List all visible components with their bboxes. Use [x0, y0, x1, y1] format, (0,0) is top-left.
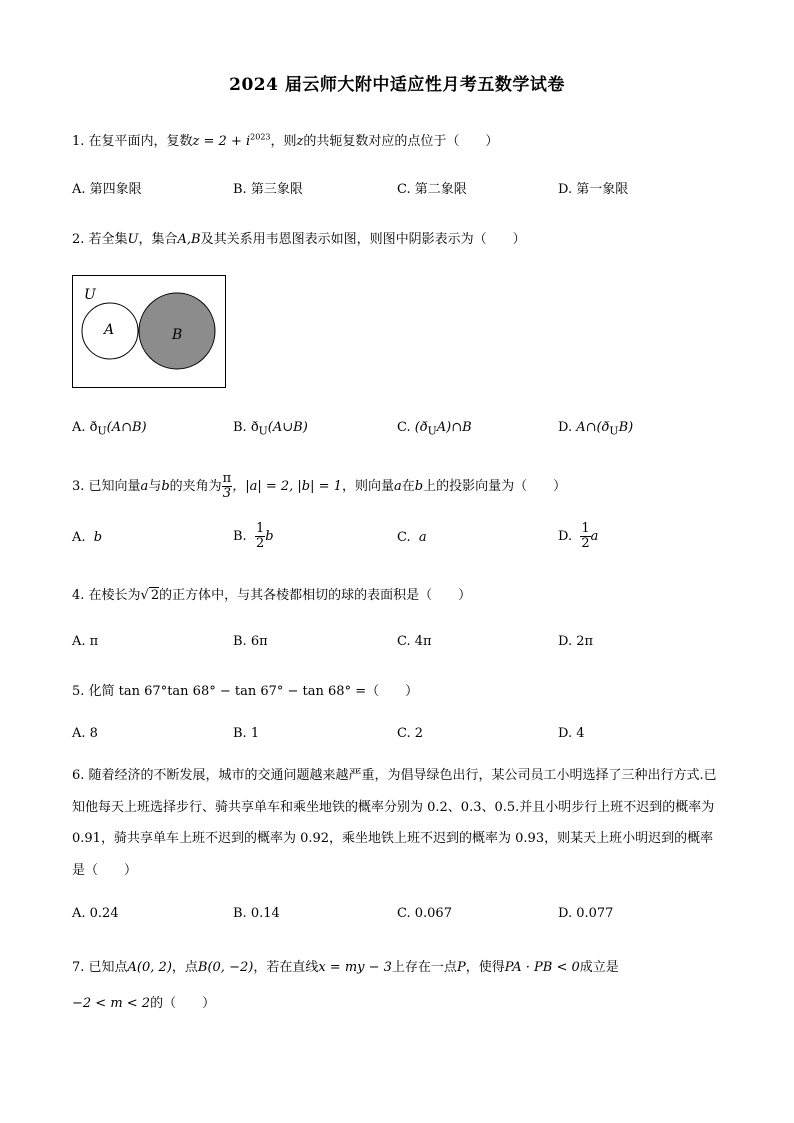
q3-option-d[interactable] — [558, 522, 598, 551]
q4-text: 4. 在棱长为 — [72, 588, 141, 603]
q2-text-3: 及其关系用韦恩图表示如图，则图中阴影表示为（ ） — [200, 232, 526, 247]
q7-text-4: 上存在一点 — [391, 960, 457, 975]
q3-option-b-val: b — [265, 529, 274, 544]
q4-option-c[interactable]: C. 4π — [397, 634, 432, 649]
q3-condition: ，|a| = 2, |b| = 1 — [232, 479, 342, 494]
q7-point-a: A(0, 2) — [127, 960, 172, 975]
question-3 — [72, 472, 566, 501]
q1-text-3: 的共轭复数对应的点位于（ ） — [303, 134, 499, 149]
q1-option-b[interactable]: B. 第三象限 — [233, 182, 303, 197]
q2-option-d-sub: U — [609, 424, 619, 438]
q2-option-d-expr: A∩(ð — [576, 420, 610, 435]
q3-option-b[interactable] — [233, 522, 274, 551]
q2-option-d[interactable] — [558, 420, 633, 438]
q7-text-3: ，若在直线 — [253, 960, 319, 975]
venn-label-b: B — [172, 327, 183, 343]
venn-label-u: U — [84, 287, 96, 303]
q7-text-6: 成立是 — [579, 960, 619, 975]
q3-option-d-label: D. — [558, 529, 573, 544]
question-1 — [72, 130, 498, 149]
q2-option-d-label: D. — [558, 420, 577, 435]
q2-text-2: ，集合 — [138, 232, 178, 247]
venn-diagram — [72, 275, 226, 389]
q4-option-d[interactable]: D. 2π — [558, 634, 594, 649]
q3-a: a — [140, 479, 149, 494]
q2-ab: A,B — [177, 232, 201, 247]
q7-dot-product: PA · PB < 0 — [504, 960, 580, 975]
q1-exponent: 2023 — [250, 132, 271, 142]
q3-text-3: ，则向量 — [341, 479, 394, 494]
q3-b: b — [161, 479, 170, 494]
q3-three: 3 — [222, 486, 232, 501]
q2-option-b-expr: (A∪B) — [267, 420, 308, 435]
q3-option-b-frac — [255, 522, 265, 551]
q1-text-2: ，则 — [270, 134, 297, 149]
q3-option-c-label: C. — [397, 530, 411, 545]
q7-text: 7. 已知点 — [72, 960, 128, 975]
question-4: 4. 在棱长为√ 2的正方体中，与其各棱都相切的球的表面积是（ ） — [72, 588, 472, 603]
q7-point-p: P — [456, 960, 466, 975]
q3-text-4: 上的投影向量为（ ） — [423, 479, 567, 494]
question-7-line-2 — [72, 992, 215, 1011]
q4-text-2: 的正方体中，与其各棱都相切的球的表面积是（ ） — [159, 588, 472, 603]
q7-text-2: ，点 — [171, 960, 198, 975]
q3-option-a[interactable] — [72, 530, 102, 545]
q3-pi: π — [222, 471, 232, 486]
q2-option-b-label: B. ð — [233, 420, 259, 435]
q3-text: 3. 已知向量 — [72, 479, 141, 494]
q2-option-b-sub: U — [258, 424, 268, 438]
q1-option-c[interactable]: C. 第二象限 — [397, 182, 467, 197]
q3-angle-fraction — [222, 472, 233, 501]
q2-option-c-expr: (ð — [414, 420, 428, 435]
q2-option-a[interactable] — [72, 420, 147, 438]
q7-line-eq: x = my − 3 — [318, 960, 392, 975]
question-2 — [72, 228, 526, 247]
q2-option-a-sub: U — [97, 424, 107, 438]
q2-option-d-tail: B) — [618, 420, 634, 435]
q3-option-b-label: B. — [233, 529, 247, 544]
q2-u: U — [127, 232, 139, 247]
question-5: 5. 化简 tan 67°tan 68° − tan 67° − tan 68° =（ ） — [72, 684, 419, 699]
q3-option-c-val: a — [418, 530, 427, 545]
venn-label-a: A — [104, 322, 115, 338]
q3-a-2: a — [393, 479, 402, 494]
q3-option-d-num: 1 — [581, 521, 590, 536]
q6-option-b[interactable]: B. 0.14 — [233, 906, 280, 921]
q7-point-b: B(0, −2) — [197, 960, 254, 975]
q2-option-c-tail: A)∩B — [436, 420, 472, 435]
q5-option-a[interactable]: A. 8 — [72, 726, 98, 741]
q4-sqrt-value: 2 — [150, 588, 160, 603]
q5-option-d[interactable]: D. 4 — [558, 726, 585, 741]
q3-option-b-den: 2 — [255, 536, 265, 551]
q3-option-a-val: b — [93, 530, 103, 545]
q2-option-a-label: A. ð — [72, 420, 98, 435]
q6-option-a[interactable]: A. 0.24 — [72, 906, 119, 921]
q1-option-a[interactable]: A. 第四象限 — [72, 182, 142, 197]
q2-option-c-sub: U — [427, 424, 437, 438]
page-title: 2024 届云师大附中适应性月考五数学试卷 — [229, 75, 565, 95]
q3-text-2: 的夹角为 — [169, 479, 222, 494]
q2-option-c-label: C. — [397, 420, 415, 435]
q3-zai: 在 — [401, 479, 415, 494]
q4-option-b[interactable]: B. 6π — [233, 634, 268, 649]
question-7 — [72, 956, 619, 975]
q7-range: −2 < m < 2 — [72, 996, 151, 1011]
q5-option-c[interactable]: C. 2 — [397, 726, 424, 741]
q4-option-a[interactable]: A. π — [72, 634, 99, 649]
q1-z: z — [296, 134, 304, 149]
q1-text: 1. 在复平面内，复数 — [72, 134, 193, 149]
q2-option-b[interactable] — [233, 420, 308, 438]
q6-option-c[interactable]: C. 0.067 — [397, 906, 452, 921]
q5-option-b[interactable]: B. 1 — [233, 726, 260, 741]
q2-text: 2. 若全集 — [72, 232, 128, 247]
q3-option-a-label: A. — [72, 530, 86, 545]
q7-text-7: 的（ ） — [150, 996, 216, 1011]
q3-option-d-den: 2 — [581, 536, 590, 551]
q1-formula: z = 2 + i — [192, 134, 251, 149]
q3-option-d-frac — [580, 522, 590, 551]
q1-option-d[interactable]: D. 第一象限 — [558, 182, 629, 197]
q6-option-d[interactable]: D. 0.077 — [558, 906, 614, 921]
q3-option-c[interactable] — [397, 530, 427, 545]
q3-option-b-num: 1 — [255, 521, 265, 536]
q3-yu: 与 — [148, 479, 162, 494]
question-6: 6. 随着经济的不断发展，城市的交通问题越来越严重，为倡导绿色出行，某公司员工小明选择了三种出行方式.已知他每天上班选择步行、骑共享单车和乘坐地铁的概率分别为 0.2、0.3、0.5.并且小明步行上班不迟到的概率为 0.91，骑共享单车上班不迟到的概率为 0.92，乘坐地铁上班不迟到的概率为 0.93，则某天上班小明迟到的概率是（ ） — [72, 768, 717, 878]
q2-option-c[interactable] — [397, 420, 472, 438]
q7-text-5: ，使得 — [465, 960, 505, 975]
q2-option-a-expr: (A∩B) — [106, 420, 147, 435]
q3-option-d-val: a — [590, 529, 599, 544]
q3-b-2: b — [414, 479, 424, 494]
